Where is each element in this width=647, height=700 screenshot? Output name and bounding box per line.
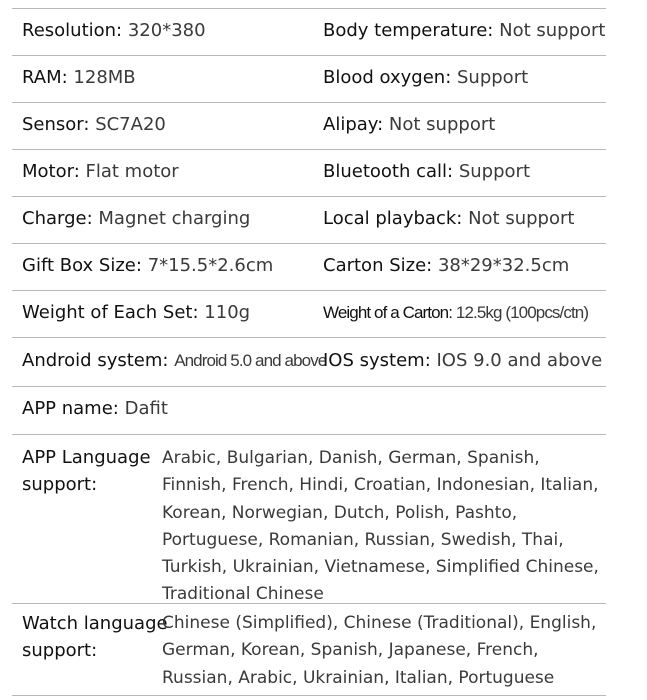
- spec-value: Support: [457, 67, 529, 88]
- divider: [12, 695, 606, 696]
- label-line: Watch language: [22, 613, 168, 634]
- spec-item-local-playback: [323, 208, 574, 230]
- spec-value: Not support: [468, 208, 575, 229]
- spec-value: Support: [458, 161, 530, 182]
- watch-language-value: Chinese (Simplified), Chinese (Traditional), English, German, Korean, Spanish, Japanese, French, Russian, Arabic, Ukrainian, Italian, Portuguese: [162, 613, 597, 688]
- spec-key: Blood oxygen:: [323, 67, 452, 88]
- spec-key: IOS system:: [323, 350, 431, 371]
- spec-key: Alipay:: [323, 114, 384, 135]
- spec-item-sensor: [22, 114, 166, 136]
- spec-value: Not support: [388, 114, 496, 135]
- spec-value: SC7A20: [95, 114, 166, 135]
- watch-language-label: [22, 610, 168, 664]
- spec-item-motor: [22, 161, 179, 183]
- spec-item-app-name: [22, 398, 168, 420]
- spec-value: 320*380: [127, 20, 206, 41]
- app-language-label: [22, 444, 151, 498]
- divider: [12, 290, 606, 291]
- spec-value: 12.5kg (100pcs/ctn): [455, 303, 589, 322]
- spec-value: Android 5.0 and above: [174, 351, 327, 370]
- spec-item-blood-oxygen: [323, 67, 528, 89]
- spec-key: Resolution:: [22, 20, 123, 41]
- spec-item-weight-each-set: [22, 302, 250, 324]
- spec-value: Not support: [499, 20, 606, 41]
- spec-item-resolution: [22, 20, 206, 42]
- spec-key: Weight of Each Set:: [22, 302, 199, 323]
- spec-item-carton-size: [323, 255, 569, 277]
- spec-value: 38*29*32.5cm: [437, 255, 570, 276]
- divider: [12, 337, 606, 338]
- divider: [12, 196, 606, 197]
- label-line: APP Language: [22, 447, 151, 468]
- spec-key: Android system:: [22, 350, 169, 371]
- divider: [12, 243, 606, 244]
- spec-item-weight-carton: [323, 302, 588, 324]
- spec-key: RAM:: [22, 67, 68, 88]
- spec-key: Body temperature:: [323, 20, 494, 41]
- spec-item-ios-system: [323, 350, 602, 372]
- spec-item-bluetooth-call: [323, 161, 530, 183]
- spec-key: Weight of a Carton:: [323, 303, 453, 322]
- divider: [12, 55, 606, 56]
- spec-key: Local playback:: [323, 208, 463, 229]
- divider: [12, 102, 606, 103]
- spec-item-alipay: [323, 114, 495, 136]
- spec-item-ram: [22, 67, 136, 89]
- spec-value: 7*15.5*2.6cm: [147, 255, 274, 276]
- spec-value: Flat motor: [85, 161, 179, 182]
- spec-value: Dafit: [124, 398, 168, 419]
- spec-item-body-temperature: [323, 20, 605, 42]
- app-language-value: Arabic, Bulgarian, Danish, German, Spanish, Finnish, French, Hindi, Croatian, Indonesian, Italian, Korean, Norwegian, Dutch, Polish, Pashto, Portuguese, Romanian, Russian, Swedish, Thai, Turkish, Ukrainian, Vietnamese, Simplified Chinese, Traditional Chinese: [162, 448, 599, 605]
- spec-key: Carton Size:: [323, 255, 433, 276]
- divider: [12, 386, 606, 387]
- divider: [12, 8, 606, 9]
- spec-item-android-system: [22, 350, 326, 372]
- spec-value: Magnet charging: [98, 208, 251, 229]
- spec-value: IOS 9.0 and above: [436, 350, 603, 371]
- divider: [12, 434, 606, 435]
- spec-value: 110g: [204, 302, 251, 323]
- spec-key: Gift Box Size:: [22, 255, 142, 276]
- spec-key: APP name:: [22, 398, 119, 419]
- spec-item-charge: [22, 208, 250, 230]
- spec-item-gift-box-size: [22, 255, 273, 277]
- spec-key: Bluetooth call:: [323, 161, 454, 182]
- label-line: support:: [22, 640, 98, 661]
- spec-value: 128MB: [73, 67, 136, 88]
- spec-key: Sensor:: [22, 114, 90, 135]
- divider: [12, 149, 606, 150]
- spec-key: Motor:: [22, 161, 80, 182]
- spec-key: Charge:: [22, 208, 93, 229]
- label-line: support:: [22, 474, 98, 495]
